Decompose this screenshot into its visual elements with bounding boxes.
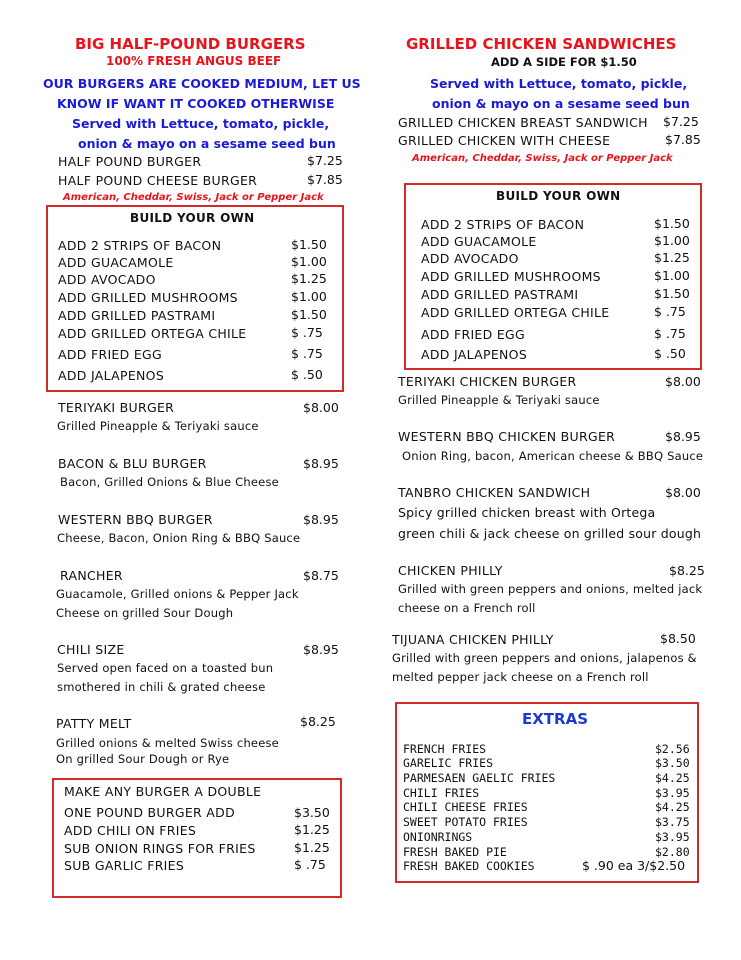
- menu-item-price: $8.00: [665, 374, 701, 389]
- menu-item-description: On grilled Sour Dough or Rye: [56, 752, 230, 766]
- addon-price: $ .75: [291, 325, 323, 340]
- menu-item-name: TERIYAKI CHICKEN BURGER: [398, 374, 577, 389]
- menu-item-description: Cheese on grilled Sour Dough: [56, 606, 234, 620]
- menu-item-price: $7.25: [307, 153, 343, 168]
- extra-price: $3.95: [655, 830, 690, 844]
- extra-price: $4.25: [655, 800, 690, 814]
- menu-item-name: HALF POUND BURGER: [58, 154, 202, 169]
- menu-item-price: $8.25: [300, 714, 336, 729]
- addon-name: ADD JALAPENOS: [421, 347, 528, 362]
- addon-price: $ .50: [291, 367, 323, 382]
- menu-item-name: TERIYAKI BURGER: [58, 400, 175, 415]
- menu-item-name: WESTERN BBQ BURGER: [58, 512, 213, 527]
- addon-name: ADD GRILLED PASTRAMI: [421, 287, 579, 302]
- chicken-note-1: Served with Lettuce, tomato, pickle,: [430, 76, 688, 91]
- menu-item-description: cheese on a French roll: [398, 601, 536, 615]
- addon-price: $1.50: [291, 237, 327, 252]
- addon-price: $ .75: [654, 304, 686, 319]
- menu-item-price: $7.85: [307, 172, 343, 187]
- double-option-name: SUB GARLIC FRIES: [64, 858, 185, 873]
- menu-item-price: $8.75: [303, 568, 339, 583]
- extra-name: FRESH BAKED COOKIES: [403, 859, 535, 873]
- addon-price: $1.25: [654, 250, 690, 265]
- double-option-name: ADD CHILI ON FRIES: [64, 823, 197, 838]
- menu-item-price: $7.85: [665, 132, 701, 147]
- addon-price: $1.50: [654, 216, 690, 231]
- double-option-name: SUB ONION RINGS FOR FRIES: [64, 841, 256, 856]
- chicken-subheading: ADD A SIDE FOR $1.50: [491, 55, 637, 69]
- double-option-price: $1.25: [294, 822, 330, 837]
- menu-item-description: smothered in chili & grated cheese: [57, 680, 266, 694]
- addon-name: ADD 2 STRIPS OF BACON: [421, 217, 585, 232]
- burgers-heading: BIG HALF-POUND BURGERS: [75, 35, 306, 53]
- extras-title: EXTRAS: [522, 710, 589, 728]
- extra-price: $3.50: [655, 756, 690, 770]
- menu-item-price: $7.25: [663, 114, 699, 129]
- menu-item-price: $8.00: [665, 485, 701, 500]
- extra-price: $2.80: [655, 845, 690, 859]
- menu-item-description: green chili & jack cheese on grilled sour dough: [398, 526, 702, 541]
- addon-price: $1.50: [654, 286, 690, 301]
- addon-name: ADD GRILLED ORTEGA CHILE: [421, 305, 610, 320]
- menu-item-description: Spicy grilled chicken breast with Ortega: [398, 505, 656, 520]
- addon-name: ADD GRILLED PASTRAMI: [58, 308, 216, 323]
- menu-item-description: Grilled with green peppers and onions, melted jack: [398, 582, 703, 596]
- menu-item-name: CHILI SIZE: [57, 642, 125, 657]
- double-burger-title: MAKE ANY BURGER A DOUBLE: [64, 784, 262, 799]
- double-option-price: $ .75: [294, 857, 326, 872]
- addon-price: $1.00: [291, 289, 327, 304]
- menu-item-description: Onion Ring, bacon, American cheese & BBQ Sauce: [402, 449, 704, 463]
- menu-item-name: GRILLED CHICKEN BREAST SANDWICH: [398, 115, 648, 130]
- addon-price: $ .75: [654, 326, 686, 341]
- menu-item-name: CHICKEN PHILLY: [398, 563, 503, 578]
- extra-name: PARMESAEN GAELIC FRIES: [403, 771, 556, 785]
- addon-name: ADD GUACAMOLE: [58, 255, 174, 270]
- burgers-note-1: OUR BURGERS ARE COOKED MEDIUM, LET US: [43, 76, 361, 91]
- menu-item-price: $8.95: [303, 642, 339, 657]
- menu-item-name: RANCHER: [60, 568, 123, 583]
- menu-item-name: GRILLED CHICKEN WITH CHEESE: [398, 133, 611, 148]
- extra-price: $3.95: [655, 786, 690, 800]
- addon-name: ADD GUACAMOLE: [421, 234, 537, 249]
- menu-item-description: Cheese, Bacon, Onion Ring & BBQ Sauce: [57, 531, 301, 545]
- menu-item-description: melted pepper jack cheese on a French roll: [392, 670, 649, 684]
- burgers-subheading: 100% FRESH ANGUS BEEF: [106, 54, 282, 68]
- menu-item-description: Served open faced on a toasted bun: [57, 661, 274, 675]
- cheese-options-note: American, Cheddar, Swiss, Jack or Pepper Jack: [63, 192, 324, 203]
- menu-item-name: PATTY MELT: [56, 716, 132, 731]
- addon-name: ADD FRIED EGG: [58, 347, 163, 362]
- extra-price: $4.25: [655, 771, 690, 785]
- burgers-note-4: onion & mayo on a sesame seed bun: [78, 136, 336, 151]
- double-option-price: $1.25: [294, 840, 330, 855]
- burgers-note-3: Served with Lettuce, tomato, pickle,: [72, 116, 330, 131]
- extra-name: GARELIC FRIES: [403, 756, 494, 770]
- addon-price: $1.00: [654, 268, 690, 283]
- menu-item-name: TIJUANA CHICKEN PHILLY: [392, 632, 554, 647]
- addon-name: ADD GRILLED MUSHROOMS: [421, 269, 601, 284]
- addon-name: ADD JALAPENOS: [58, 368, 165, 383]
- extra-name: SWEET POTATO FRIES: [403, 815, 528, 829]
- addon-price: $1.50: [291, 307, 327, 322]
- menu-item-description: Bacon, Grilled Onions & Blue Cheese: [60, 475, 279, 489]
- addon-name: ADD AVOCADO: [58, 272, 156, 287]
- menu-item-description: Grilled Pineapple & Teriyaki sauce: [57, 419, 259, 433]
- menu-item-price: $8.95: [303, 456, 339, 471]
- extra-price: $3.75: [655, 815, 690, 829]
- addon-name: ADD GRILLED MUSHROOMS: [58, 290, 238, 305]
- extra-name: CHILI FRIES: [403, 786, 480, 800]
- chicken-heading: GRILLED CHICKEN SANDWICHES: [406, 35, 677, 53]
- extra-price: $2.56: [655, 742, 690, 756]
- chicken-note-2: onion & mayo on a sesame seed bun: [432, 96, 690, 111]
- addon-name: ADD GRILLED ORTEGA CHILE: [58, 326, 247, 341]
- addon-price: $1.00: [291, 254, 327, 269]
- menu-item-description: Guacamole, Grilled onions & Pepper Jack: [56, 587, 299, 601]
- menu-item-price: $8.50: [660, 631, 696, 646]
- menu-item-price: $8.95: [303, 512, 339, 527]
- menu-item-name: WESTERN BBQ CHICKEN BURGER: [398, 429, 616, 444]
- menu-item-price: $8.00: [303, 400, 339, 415]
- menu-item-price: $8.25: [669, 563, 705, 578]
- build-your-own-title: BUILD YOUR OWN: [496, 189, 621, 203]
- addon-price: $1.00: [654, 233, 690, 248]
- extra-name: ONIONRINGS: [403, 830, 473, 844]
- build-your-own-title: BUILD YOUR OWN: [130, 211, 255, 225]
- addon-name: ADD AVOCADO: [421, 251, 519, 266]
- extra-name: FRESH BAKED PIE: [403, 845, 507, 859]
- menu-item-description: Grilled onions & melted Swiss cheese: [56, 736, 279, 750]
- addon-price: $ .50: [654, 346, 686, 361]
- addon-name: ADD FRIED EGG: [421, 327, 526, 342]
- menu-item-name: TANBRO CHICKEN SANDWICH: [398, 485, 591, 500]
- extra-name: CHILI CHEESE FRIES: [403, 800, 528, 814]
- menu-item-name: HALF POUND CHEESE BURGER: [58, 173, 258, 188]
- extra-price: $ .90 ea 3/$2.50: [582, 858, 686, 873]
- cheese-options-note: American, Cheddar, Swiss, Jack or Pepper Jack: [412, 153, 673, 164]
- double-option-price: $3.50: [294, 805, 330, 820]
- double-option-name: ONE POUND BURGER ADD: [64, 805, 235, 820]
- addon-name: ADD 2 STRIPS OF BACON: [58, 238, 222, 253]
- menu-item-name: BACON & BLU BURGER: [58, 456, 207, 471]
- addon-price: $ .75: [291, 346, 323, 361]
- burgers-note-2: KNOW IF WANT IT COOKED OTHERWISE: [57, 96, 335, 111]
- extra-name: FRENCH FRIES: [403, 742, 487, 756]
- menu-item-description: Grilled with green peppers and onions, jalapenos &: [392, 651, 697, 665]
- menu-item-description: Grilled Pineapple & Teriyaki sauce: [398, 393, 600, 407]
- addon-price: $1.25: [291, 271, 327, 286]
- menu-item-price: $8.95: [665, 429, 701, 444]
